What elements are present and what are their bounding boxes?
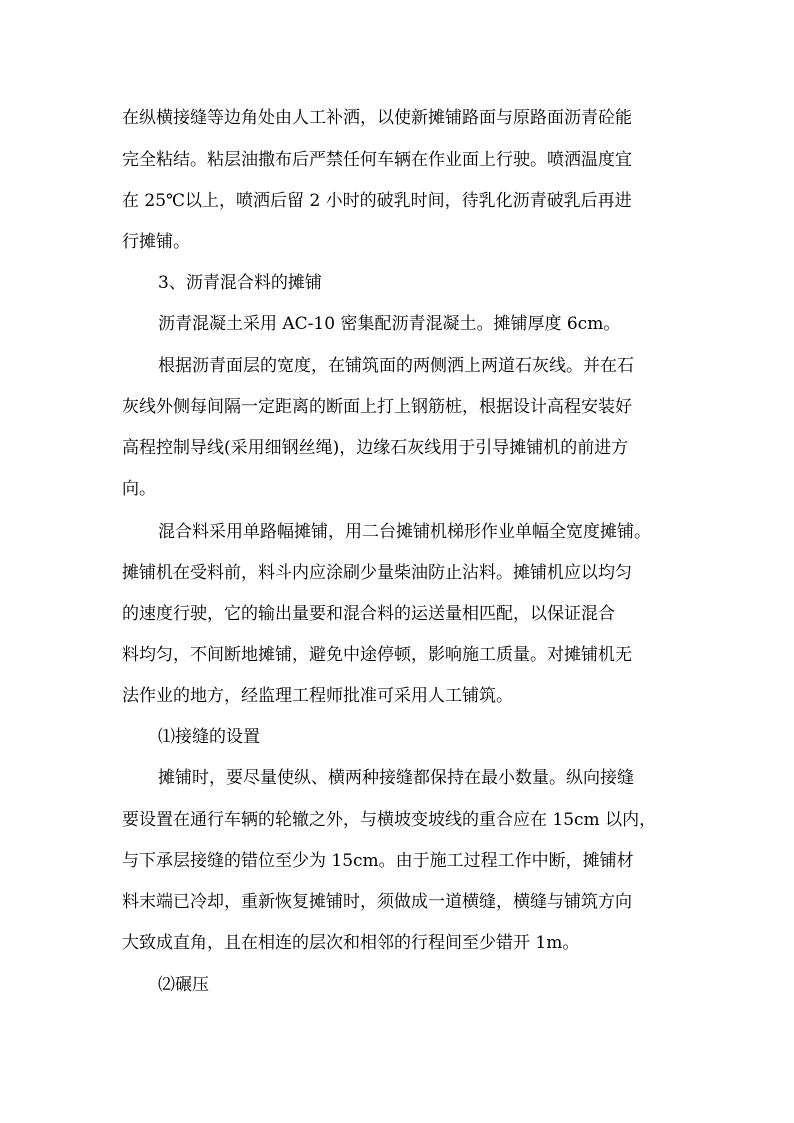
text-line-1: 在纵横接缝等边角处由人工补洒，以使新摊铺路面与原路面沥青砼能 bbox=[122, 108, 632, 128]
text-line-10: 向。 bbox=[122, 479, 156, 499]
text-line-3: 在 25℃以上，喷洒后留 2 小时的破乳时间，待乳化沥青破乳后再进 bbox=[122, 191, 632, 211]
subheading-joint-setup: ⑴接缝的设置 bbox=[158, 727, 260, 747]
text-line-21: 大致成直角，且在相连的层次和相邻的行程间至少错开 1m。 bbox=[122, 933, 580, 953]
text-line-13: 的速度行驶，它的输出量要和混合料的运送量相匹配，以保证混合 bbox=[122, 604, 615, 624]
text-line-6: 沥青混凝土采用 AC-10 密集配沥青混凝土。摊铺厚度 6cm。 bbox=[158, 314, 621, 334]
text-line-19: 与下承层接缝的错位至少为 15cm。由于施工过程工作中断，摊铺材 bbox=[122, 851, 634, 871]
text-line-4: 行摊铺。 bbox=[122, 232, 190, 252]
text-line-20: 料末端已冷却，重新恢复摊铺时，须做成一道横缝，横缝与铺筑方向 bbox=[122, 892, 632, 912]
text-line-11: 混合料采用单路幅摊铺，用二台摊铺机梯形作业单幅全宽度摊铺。 bbox=[158, 522, 651, 542]
subheading-rolling: ⑵碾压 bbox=[158, 975, 209, 995]
text-line-14: 料均匀，不间断地摊铺，避免中途停顿，影响施工质量。对摊铺机无 bbox=[122, 645, 632, 665]
text-line-2: 完全粘结。粘层油撒布后严禁任何车辆在作业面上行驶。喷洒温度宜 bbox=[122, 150, 632, 170]
text-line-9: 高程控制导线(采用细钢丝绳)，边缘石灰线用于引导摊铺机的前进方 bbox=[122, 438, 629, 458]
text-line-8: 灰线外侧每间隔一定距离的断面上打上钢筋桩，根据设计高程安装好 bbox=[122, 397, 632, 417]
section-heading-paving: 3、沥青混合料的摊铺 bbox=[158, 273, 322, 293]
text-line-7: 根据沥青面层的宽度，在铺筑面的两侧洒上两道石灰线。并在石 bbox=[158, 356, 634, 376]
text-line-12: 摊铺机在受料前，料斗内应涂刷少量柴油防止沾料。摊铺机应以均匀 bbox=[122, 563, 632, 583]
text-line-15: 法作业的地方，经监理工程师批准可采用人工铺筑。 bbox=[122, 686, 513, 706]
text-line-18: 要设置在通行车辆的轮辙之外，与横坡变坡线的重合应在 15cm 以内， bbox=[122, 810, 657, 830]
text-line-17: 摊铺时，要尽量使纵、横两种接缝都保持在最小数量。纵向接缝 bbox=[158, 768, 634, 788]
